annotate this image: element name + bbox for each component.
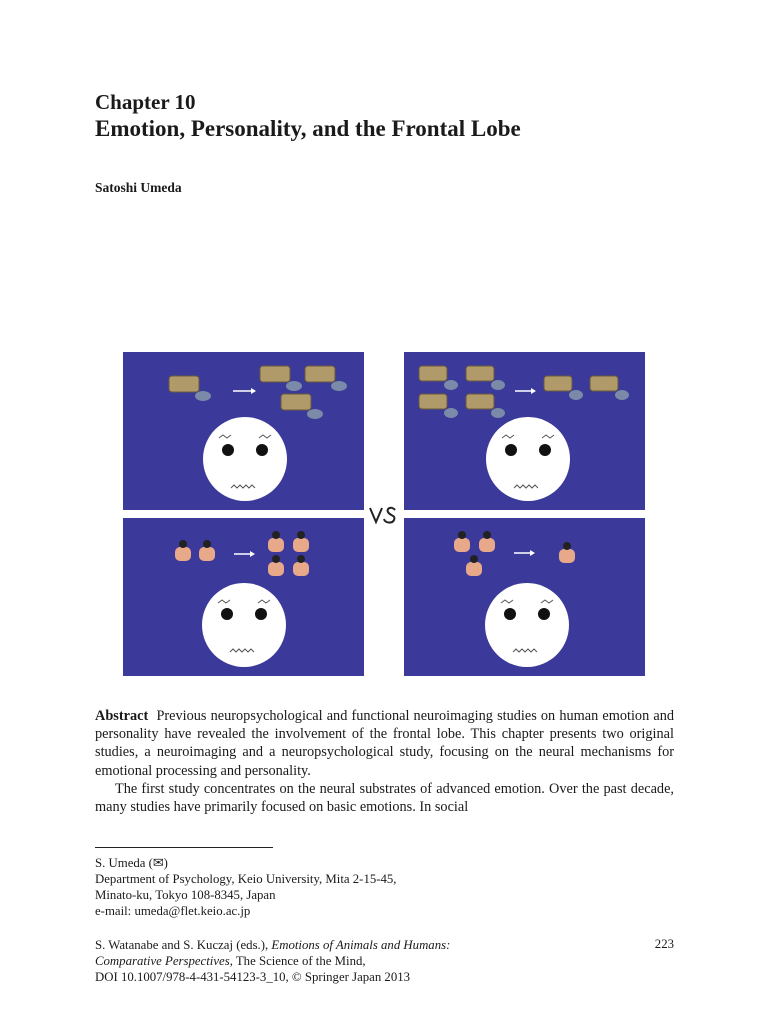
vs-label (368, 500, 400, 534)
figure-panel-bottom-left (123, 518, 364, 676)
hand-coin-icon (268, 555, 284, 576)
arrow-icon (514, 550, 535, 556)
footnote-line-4[interactable]: e-mail: umeda@flet.keio.ac.jp (95, 904, 251, 918)
hand-coin-icon (175, 540, 191, 561)
hand-coin-icon (454, 531, 470, 552)
money-icon (419, 394, 458, 418)
panel-illustration (123, 352, 364, 510)
citation (95, 937, 675, 986)
arrow-icon (234, 551, 255, 557)
citation-line-2 (95, 953, 675, 969)
chapter-title: Emotion, Personality, and the Frontal Lobe (95, 116, 521, 141)
panel-illustration (123, 518, 364, 676)
money-icon (305, 366, 347, 391)
money-icon (419, 366, 458, 390)
abstract-text-2: The first study concentrates on the neural substrates of advanced emotion. Over the past decade, many studies have primarily focused on basic emotions. In social (95, 780, 674, 816)
citation-series: , The Science of the Mind, (229, 954, 366, 969)
abstract (95, 707, 674, 816)
money-icon (466, 366, 505, 390)
hand-coin-icon (293, 531, 309, 552)
panel-illustration (404, 352, 645, 510)
abstract-paragraph-1 (95, 707, 674, 780)
citation-prefix: S. Watanabe and S. Kuczaj (eds.), (95, 938, 272, 952)
money-icon (260, 366, 302, 391)
figure-panel-top-right (404, 352, 645, 510)
hand-coin-icon (199, 540, 215, 561)
face-icon (485, 583, 569, 667)
author-name: Satoshi Umeda (95, 180, 182, 195)
abstract-heading: Abstract (95, 708, 149, 724)
hand-coin-icon (466, 555, 482, 576)
face-icon (486, 417, 570, 501)
citation-line-1 (95, 937, 675, 953)
arrow-icon (233, 388, 256, 394)
face-icon (203, 417, 287, 501)
arrow-icon (515, 388, 536, 394)
money-icon (590, 376, 629, 400)
abstract-paragraph-2 (95, 780, 674, 816)
money-icon (544, 376, 583, 400)
footnote-line-1: S. Umeda (✉) (95, 856, 168, 870)
hand-coin-icon (479, 531, 495, 552)
footnote-rule (95, 847, 273, 848)
abstract-text-1: Previous neuropsychological and functional neuroimaging studies on human emotion and personality have revealed the involvement of the frontal lobe. This chapter presents two original studies, a neuroimaging and a neuropsychological study, focusing on the neural mechanisms for emotional processing and personality. (95, 708, 674, 779)
money-icon (281, 394, 323, 419)
footnote-line-3: Minato-ku, Tokyo 108-8345, Japan (95, 888, 276, 902)
panel-illustration (404, 518, 645, 676)
money-icon (169, 376, 211, 401)
hand-coin-icon (268, 531, 284, 552)
footnote (95, 855, 397, 919)
hand-coin-icon (293, 555, 309, 576)
face-icon (202, 583, 286, 667)
page-number: 223 (654, 937, 674, 951)
figure-panel-top-left (123, 352, 364, 510)
citation-book-title-1: Emotions of Animals and Humans: (271, 938, 451, 952)
citation-line-3: DOI 10.1007/978-4-431-54123-3_10, © Springer Japan 2013 (95, 970, 411, 985)
chapter-label: Chapter 10 (95, 90, 196, 114)
money-icon (466, 394, 505, 418)
citation-book-title-2: Comparative Perspectives (95, 954, 230, 969)
figure-panel-bottom-right (404, 518, 645, 676)
footnote-line-2: Department of Psychology, Keio University, Mita 2-15-45, (95, 872, 397, 886)
hand-coin-icon (559, 542, 575, 563)
